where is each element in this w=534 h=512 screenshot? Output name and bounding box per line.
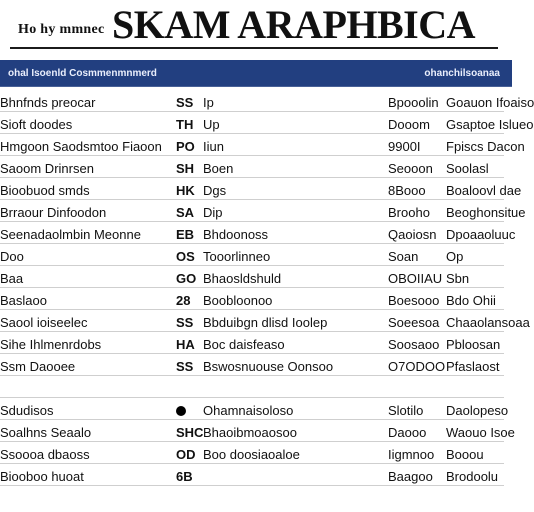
cell-code: [176, 271, 196, 286]
table-row: [0, 400, 512, 422]
cell-value: OBOIIAU: [388, 271, 443, 286]
cell-name: Saoom Drinrsen: [0, 161, 94, 176]
table-row: [0, 290, 512, 312]
cell-note: Waouo Isoe: [446, 425, 515, 440]
row-divider: [0, 419, 504, 420]
title-divider: [10, 47, 498, 49]
cell-code-text: TH: [176, 117, 194, 132]
banner-left-text: ohal Isoenld Cosmmenmnmerd: [8, 68, 157, 79]
section-banner: [0, 60, 512, 87]
table-row: [0, 334, 512, 356]
table-row: [0, 180, 522, 202]
row-divider: [0, 111, 504, 112]
cell-note: Sbn: [446, 271, 470, 286]
cell-code-text: GO: [176, 271, 197, 286]
cell-description: Bhaosldshuld: [203, 271, 282, 286]
cell-code-text: HK: [176, 183, 195, 198]
cell-note: Fpiscs Dacon: [446, 139, 525, 154]
row-divider: [0, 485, 504, 486]
row-divider: [0, 243, 504, 244]
cell-code: [176, 139, 195, 154]
table-row: [0, 224, 516, 246]
cell-value: Soosaoo: [388, 337, 440, 352]
cell-description: Ohamnaisoloso: [203, 403, 294, 418]
cell-description: Boo doosiaoaloe: [203, 447, 300, 462]
row-divider: [0, 463, 504, 464]
cell-note: Booou: [446, 447, 484, 462]
cell-value: Soeesoa: [388, 315, 440, 330]
table-row: [0, 136, 525, 158]
row-divider: [0, 177, 504, 178]
row-divider: [0, 221, 504, 222]
cell-description: Boc daisfeaso: [203, 337, 285, 352]
cell-name: Saool ioiseelec: [0, 315, 88, 330]
cell-code: [176, 95, 193, 110]
cell-note: Brodoolu: [446, 469, 499, 484]
cell-note: Boaloovl dae: [446, 183, 522, 198]
header-top-left: Ho hy mmnec: [18, 22, 105, 37]
cell-note: Beoghonsitue: [446, 205, 526, 220]
row-divider: [0, 375, 504, 376]
cell-code-text: EB: [176, 227, 195, 242]
cell-code: [176, 227, 194, 242]
cell-value: Baagoo: [388, 469, 433, 484]
cell-code: [176, 425, 203, 440]
cell-code: [176, 249, 195, 264]
cell-name: Soalhns Seaalo: [0, 425, 92, 440]
cell-code-text: SS: [176, 359, 194, 374]
cell-description: Bbduibgn dlisd Ioolep: [203, 315, 328, 330]
cell-code: [176, 337, 195, 352]
table-row: [0, 114, 534, 136]
cell-name: Doo: [0, 249, 24, 264]
cell-name: Sdudisos: [0, 403, 54, 418]
cell-code: [176, 161, 194, 176]
row-divider: [0, 331, 504, 332]
cell-note: Pbloosan: [446, 337, 501, 352]
cell-code-text: OD: [176, 447, 196, 462]
cell-name: Bhnfnds preocar: [0, 95, 96, 110]
table-row: [0, 158, 512, 180]
cell-name: Bioobuod smds: [0, 183, 90, 198]
cell-value: Bpooolin: [388, 95, 439, 110]
cell-code-text: HA: [176, 337, 195, 352]
bullet-icon: [176, 406, 186, 416]
cell-name: Hmgoon Saodsmtoo Fiaoon: [0, 139, 162, 154]
cell-code: [176, 447, 196, 462]
row-divider: [0, 199, 504, 200]
cell-name: Seenadaolmbin Meonne: [0, 227, 141, 242]
cell-name: Brraour Dinfoodon: [0, 205, 107, 220]
row-divider: [0, 155, 504, 156]
cell-note: Gsaptoe Islueo: [446, 117, 534, 132]
page-title: SKAM ARAPHBICA: [112, 2, 476, 47]
cell-name: Baa: [0, 271, 24, 286]
cell-value: Seooon: [388, 161, 433, 176]
cell-name: Ssoooa dbaoss: [0, 447, 90, 462]
cell-code: [176, 205, 194, 220]
cell-value: Qaoiosn: [388, 227, 437, 242]
cell-name: Baslaoo: [0, 293, 47, 308]
table-row: [0, 312, 530, 334]
cell-value: O7ODOO: [388, 359, 446, 374]
row-divider: [0, 133, 504, 134]
table-row: [0, 422, 515, 444]
cell-description: Tooorlinneo: [203, 249, 271, 264]
cell-code-text: SA: [176, 205, 195, 220]
row-divider: [0, 287, 504, 288]
cell-note: Goauon Ifoaiso: [446, 95, 534, 110]
cell-code: [176, 359, 193, 374]
cell-code: [176, 469, 193, 484]
cell-value: Slotilo: [388, 403, 424, 418]
cell-value: 8Booo: [388, 183, 426, 198]
cell-note: Chaaolansoaa: [446, 315, 530, 330]
cell-note: Op: [446, 249, 464, 264]
cell-note: Pfaslaost: [446, 359, 500, 374]
cell-code: [176, 315, 193, 330]
cell-value: Iigmnoo: [388, 447, 435, 462]
cell-description: Dip: [203, 205, 223, 220]
cell-description: Iiun: [203, 139, 224, 154]
banner-right-text: ohanchilsoanaa: [424, 68, 500, 79]
cell-description: Ip: [203, 95, 214, 110]
cell-code: [176, 117, 193, 132]
table-row: [0, 246, 512, 268]
cell-description: Bhdoonoss: [203, 227, 269, 242]
cell-note: Bdo Ohii: [446, 293, 496, 308]
table-row: [0, 378, 512, 400]
cell-value: Dooom: [388, 117, 430, 132]
row-divider: [0, 265, 504, 266]
cell-code-text: 6B: [176, 469, 193, 484]
cell-code-text: OS: [176, 249, 195, 264]
row-divider: [0, 441, 504, 442]
cell-code: [176, 293, 190, 308]
table-row: [0, 356, 512, 378]
row-divider: [0, 309, 504, 310]
cell-name: Sihe Ihlmenrdobs: [0, 337, 102, 352]
cell-description: Boobloonoo: [203, 293, 273, 308]
cell-value: Daooo: [388, 425, 427, 440]
cell-description: Bswosnuouse Oonsoo: [203, 359, 334, 374]
table-body: [0, 92, 534, 488]
cell-description: Bhaoibmoaosoo: [203, 425, 297, 440]
cell-value: Brooho: [388, 205, 430, 220]
table-row: [0, 444, 512, 466]
cell-note: Soolasl: [446, 161, 489, 176]
table-row: [0, 92, 534, 114]
cell-code-text: SS: [176, 315, 194, 330]
table-row: [0, 466, 512, 488]
cell-code-text: SHC: [176, 425, 204, 440]
cell-name: Biooboo huoat: [0, 469, 84, 484]
cell-code-text: SH: [176, 161, 195, 176]
cell-code-text: PO: [176, 139, 195, 154]
cell-name: Ssm Daooee: [0, 359, 76, 374]
cell-code-text: SS: [176, 95, 194, 110]
cell-note: Dpoaaoluuc: [446, 227, 516, 242]
cell-code: [176, 183, 195, 198]
cell-code: [176, 403, 192, 418]
row-divider: [0, 397, 504, 398]
table-row: [0, 202, 526, 224]
cell-description: Up: [203, 117, 220, 132]
cell-note: Daolopeso: [446, 403, 509, 418]
cell-value: Boesooo: [388, 293, 440, 308]
cell-code-text: 28: [176, 293, 191, 308]
cell-description: Dgs: [203, 183, 227, 198]
table-row: [0, 268, 512, 290]
cell-description: Boen: [203, 161, 234, 176]
cell-value: 9900I: [388, 139, 421, 154]
cell-value: Soan: [388, 249, 419, 264]
cell-name: Sioft doodes: [0, 117, 73, 132]
row-divider: [0, 353, 504, 354]
